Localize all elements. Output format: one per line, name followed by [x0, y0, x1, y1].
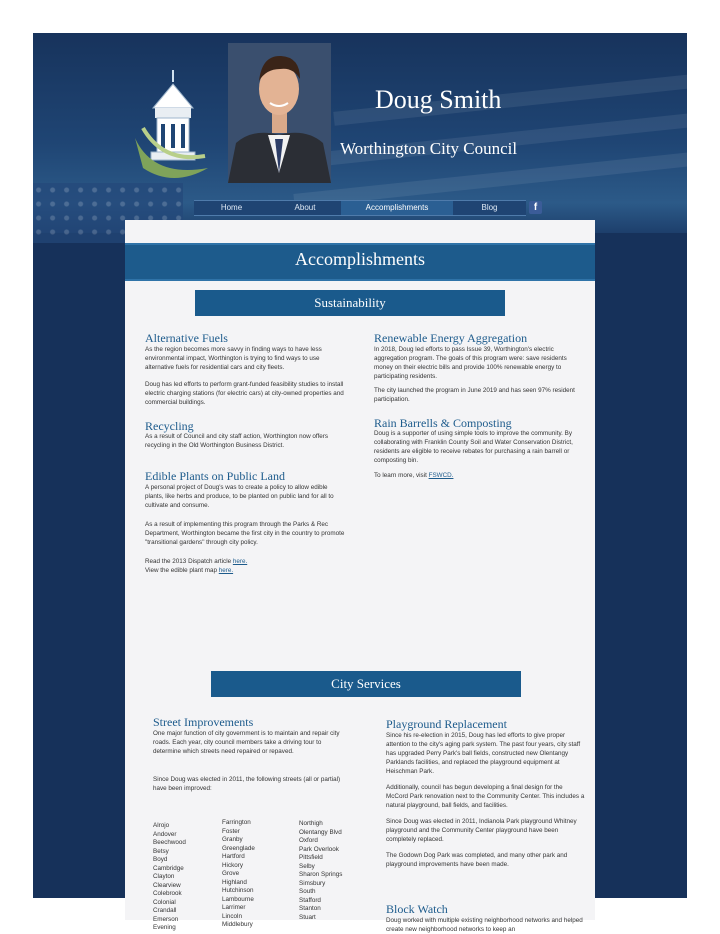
street-item: Middlebury — [222, 921, 253, 928]
street-item: Hickory — [222, 861, 243, 869]
learn-more-text: To learn more, visit — [374, 472, 429, 479]
view-map-text: View the edible plant map — [145, 567, 219, 574]
street-item: Evening — [153, 924, 176, 931]
nav-home[interactable]: Home — [220, 203, 243, 212]
edible-heading: Edible Plants on Public Land — [145, 469, 285, 483]
street-item: Beechwood — [153, 839, 186, 846]
street-item: Northigh — [299, 820, 323, 827]
street-item: Andover — [153, 830, 177, 838]
streets-heading: Street Improvements — [153, 715, 254, 729]
street-item: Olentangy Blvd — [299, 828, 342, 836]
playground-text-3: Since Doug was elected in 2011, Indianola Park playground Whitney playground and the Community Center playground have been completely replaced. — [386, 818, 577, 843]
street-item: Cambridge — [153, 864, 184, 872]
street-item: Larrimer — [222, 904, 246, 911]
street-item: Betsy — [153, 847, 169, 855]
street-item: Clearview — [153, 881, 181, 889]
site-subtitle: Worthington City Council — [340, 139, 518, 158]
facebook-icon[interactable]: f — [529, 201, 542, 214]
playground-heading: Playground Replacement — [386, 717, 507, 731]
nav-blog[interactable]: Blog — [481, 203, 498, 212]
street-list-2 — [222, 819, 292, 930]
alt-fuels-text-2: Doug has led efforts to perform grant-funded feasibility studies to install electric charging stations (for electric cars) at city-owned properties and commercial buildings. — [145, 381, 344, 406]
page-title-banner — [125, 243, 595, 281]
street-item: Simsbury — [299, 879, 326, 887]
page-frame — [33, 33, 687, 933]
street-item: Grove — [222, 870, 240, 877]
playground-text-2: Additionally, council has begun developing a final design for the McCord Park renovation next to the Community Center. This includes a natural playground, ball fields, and facilities. — [386, 784, 585, 809]
read-article-text: Read the 2013 Dispatch article — [145, 558, 233, 565]
renewable-text-2: The city launched the program in June 2019 and has seen 97% resident participation. — [374, 387, 575, 403]
block-watch-text: Doug worked with multiple existing neighborhood networks and helped create new neighborhood networks to keep an — [386, 917, 583, 933]
street-item: Foster — [222, 827, 240, 835]
street-item: Stanton — [299, 905, 321, 912]
candidate-photo — [228, 43, 331, 183]
street-item: Boyd — [153, 856, 168, 863]
street-item: South — [299, 888, 316, 895]
street-item: Greenglade — [222, 844, 255, 852]
nav-about[interactable]: About — [294, 203, 316, 212]
street-item: Sharon Springs — [299, 871, 343, 878]
street-item: Clayton — [153, 873, 175, 880]
street-item: Pittsfield — [299, 854, 323, 861]
rain-heading: Rain Barrells & Composting — [374, 416, 512, 430]
main-nav — [194, 200, 526, 216]
alt-fuels-heading: Alternative Fuels — [145, 331, 228, 345]
edible-text-1: A personal project of Doug's was to create a policy to allow edible plants, like herbs and produce, to be planted on public land for all to cultivate and consume. — [145, 484, 334, 509]
street-item: Park Overlook — [299, 845, 339, 853]
street-item: Crandall — [153, 907, 177, 914]
street-item: Emerson — [153, 915, 179, 923]
street-item: Oxford — [299, 837, 318, 844]
street-item: Colebrook — [153, 890, 182, 897]
street-list-3 — [299, 820, 374, 922]
city-logo-icon — [133, 68, 213, 198]
block-watch-heading: Block Watch — [386, 902, 448, 916]
view-map-link[interactable]: here. — [218, 567, 234, 574]
street-list-1 — [153, 822, 213, 933]
nav-accomplishments[interactable]: Accomplishments — [341, 201, 453, 215]
street-item: Hartford — [222, 853, 245, 860]
street-item: Alrojo — [153, 822, 170, 829]
street-item: Lambourne — [222, 895, 254, 903]
street-item: Stuart — [299, 913, 316, 921]
street-item: Highland — [222, 878, 247, 886]
street-item: Farrington — [222, 819, 251, 826]
playground-text-1: Since his re-election in 2015, Doug has led efforts to give proper attention to the city's aging park system. The past four years, city staff has upgraded Perry Park's ball fields, constructed new Olentangy Parklands facilities, and replaced the playground equipment at Heischman Park. — [386, 732, 581, 775]
streets-text-2: Since Doug was elected in 2011, the following streets (all or partial) have been improved: — [153, 776, 341, 792]
rain-text: Doug is a supporter of using simple tools to improve the community. By collaborating with Franklin County Soil and Water Conservation District, residents are eligible to receive rebates for purchasing a rain barrell or composting bin. — [374, 430, 573, 464]
street-item: Lincoln — [222, 912, 242, 920]
rain-learn — [374, 471, 574, 480]
sustainability-banner: Sustainability — [195, 290, 505, 316]
renewable-heading: Renewable Energy Aggregation — [374, 331, 528, 345]
street-item: Granby — [222, 836, 243, 843]
page-title: Accomplishments — [295, 249, 425, 269]
playground-text-4: The Godown Dog Park was completed, and many other park and playground improvements have been made. — [386, 852, 568, 868]
alt-fuels-text-1: As the region becomes more savvy in finding ways to have less environmental impact, Worthington is trying to find ways to use alternative fuels for residential cars and city fleets. — [145, 346, 322, 371]
read-article-link[interactable]: here. — [232, 558, 248, 565]
recycling-heading: Recycling — [145, 419, 194, 433]
edible-text-2: As a result of implementing this program through the Parks & Rec Department, Worthington became the first city in the country to promote "transitional gardens" through city policy. — [145, 521, 345, 546]
city-services-banner: City Services — [211, 671, 521, 697]
renewable-text-1: In 2018, Doug led efforts to pass Issue 39, Worthington's electric aggregation program. The goals of this program were: save residents money on their electric bills and provide 100% renewable energy to participating residents. — [374, 346, 567, 380]
fswcd-link[interactable]: FSWCD. — [428, 472, 454, 479]
content-panel — [125, 220, 595, 933]
street-item: Stafford — [299, 896, 321, 904]
recycling-text: As a result of Council and city staff action, Worthington now offers recycling in the Old Worthington Business District. — [145, 433, 329, 449]
site-title: Doug Smith — [375, 85, 502, 114]
street-item: Selby — [299, 862, 315, 870]
streets-text-1: One major function of city government is to maintain and repair city roads. Each year, city council members take a driving tour to determine which streets need repaired or repaved. — [153, 730, 340, 755]
street-item: Colonial — [153, 898, 176, 906]
street-item: Hutchinson — [222, 887, 254, 894]
edible-links — [145, 557, 345, 575]
